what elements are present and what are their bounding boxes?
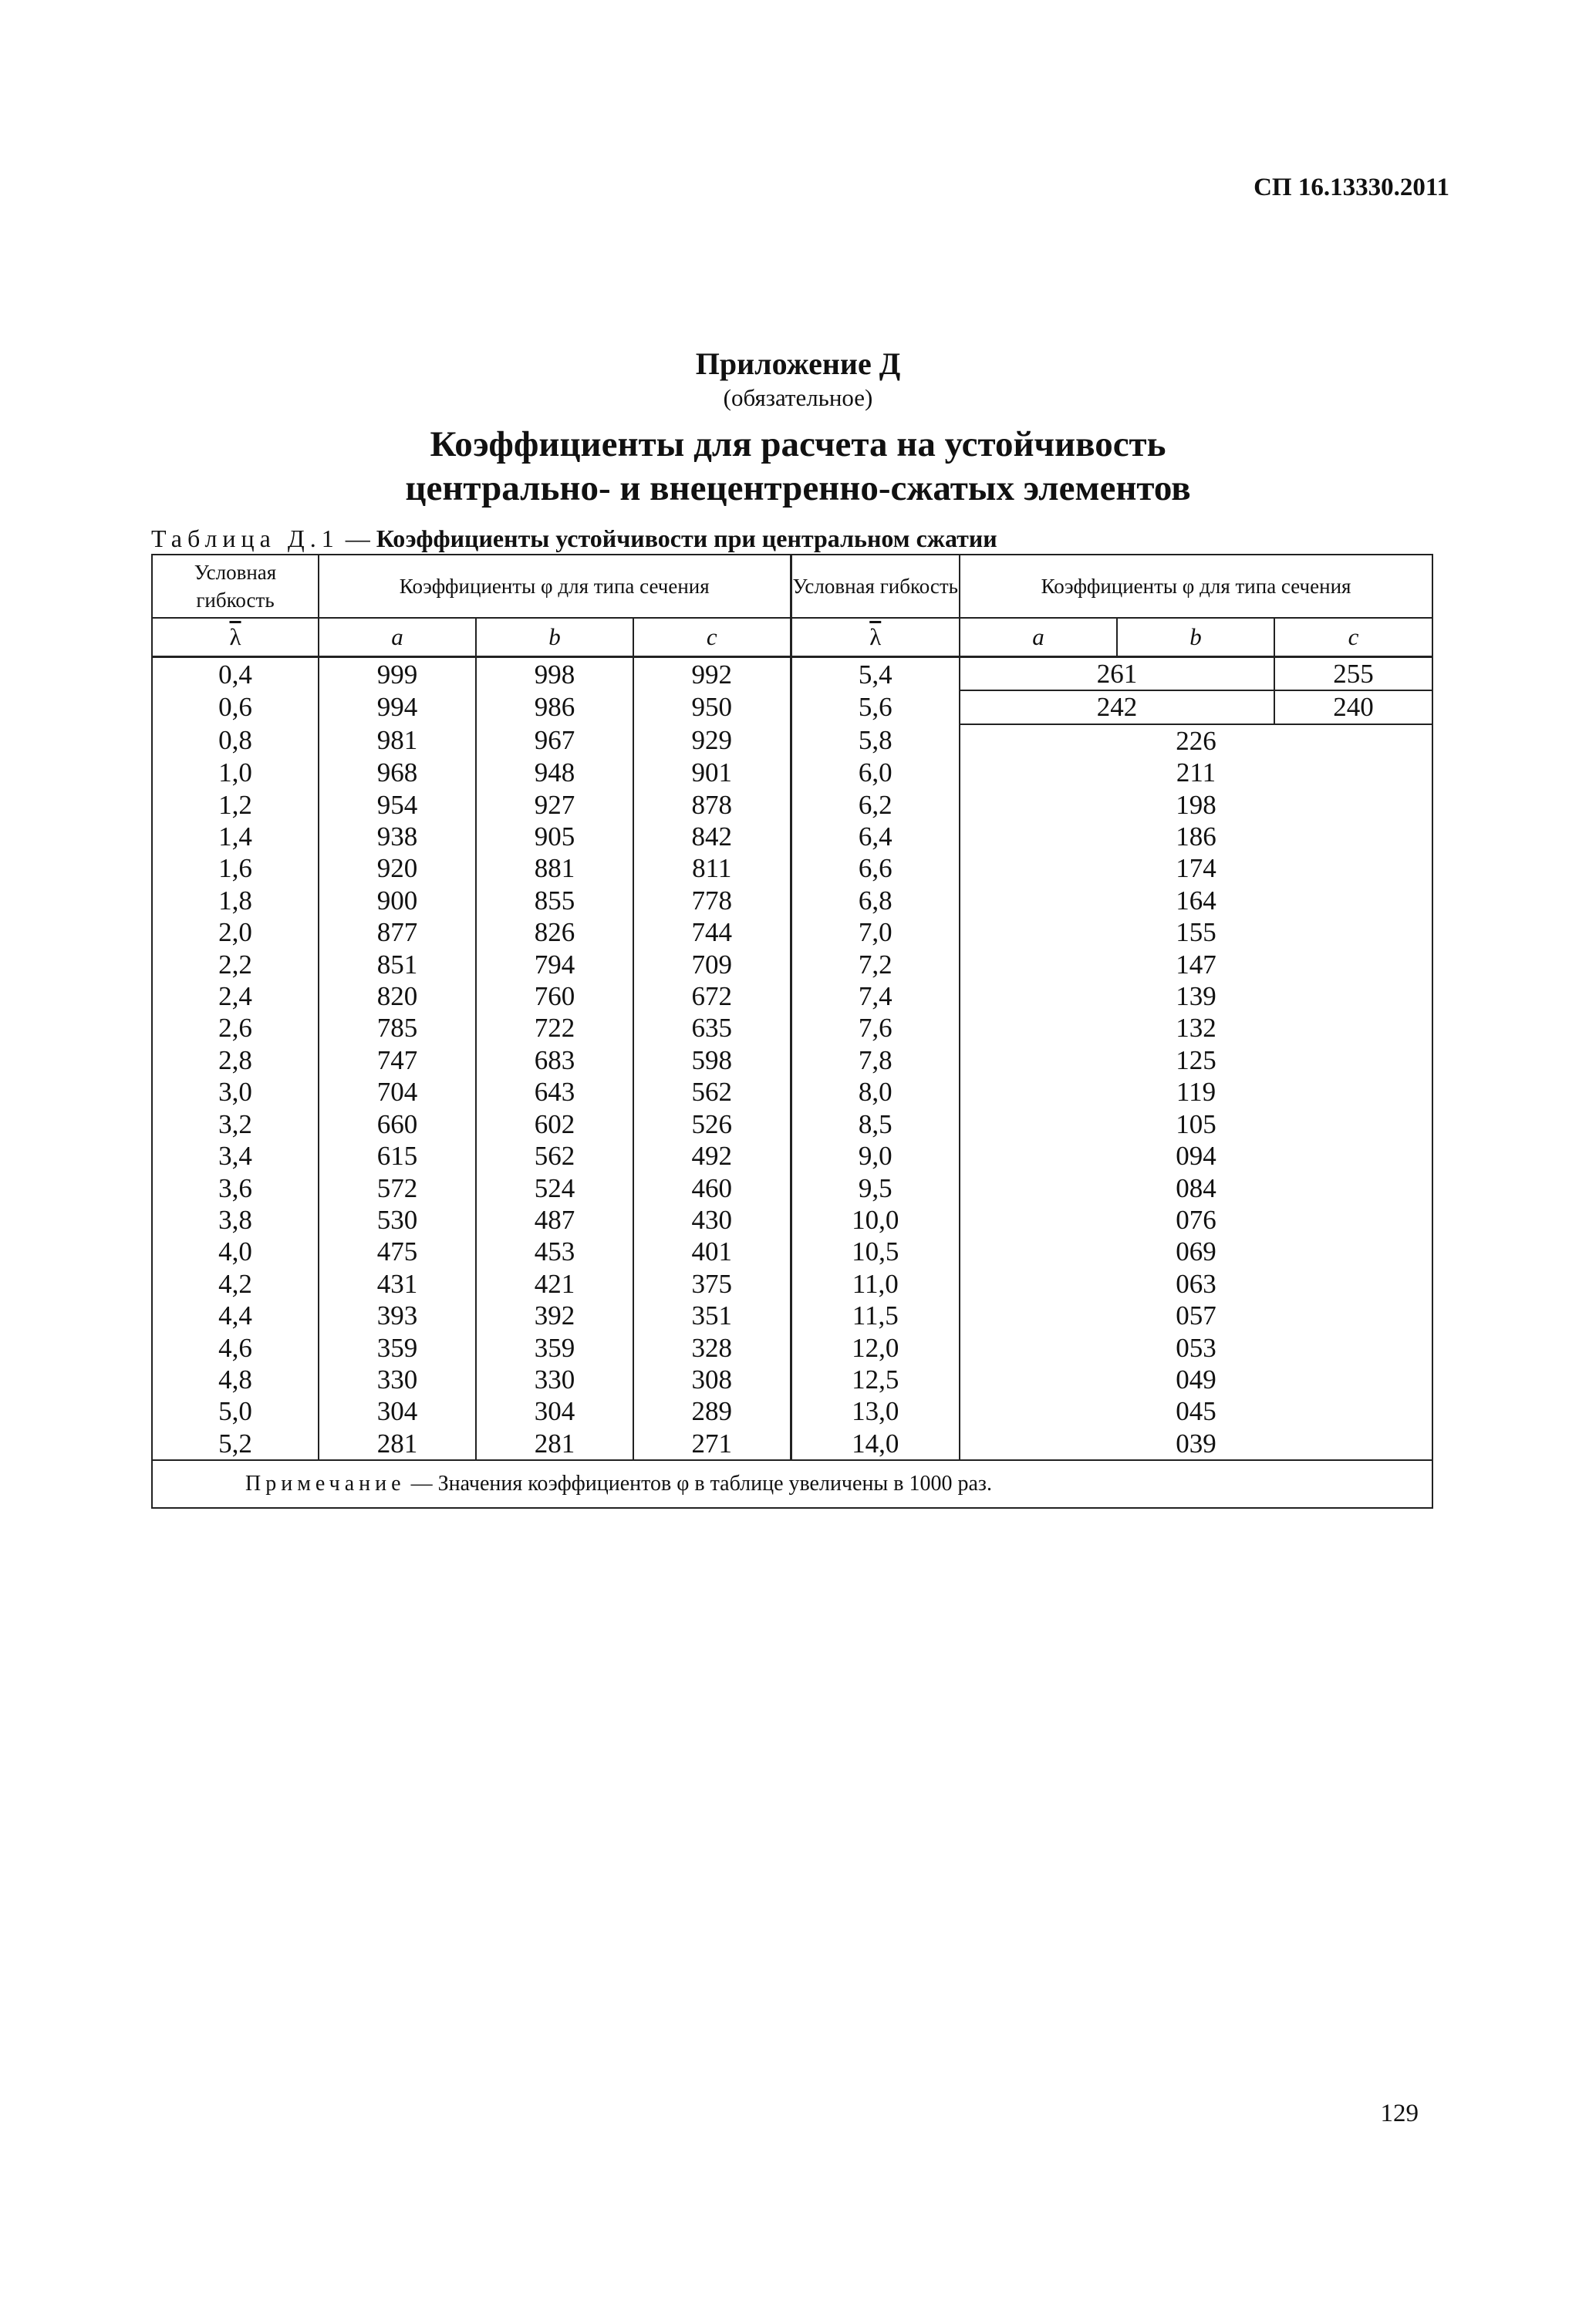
coef-a-cell: 994: [319, 690, 476, 724]
coef-b-cell: 304: [476, 1395, 633, 1427]
coef-b-cell: 986: [476, 690, 633, 724]
coef-c-cell: 460: [633, 1172, 791, 1204]
coef-c-cell: 430: [633, 1204, 791, 1236]
appendix-heading: [0, 423, 1596, 511]
coef-c-cell: 351: [633, 1300, 791, 1331]
coef-c-cell: 240: [1274, 690, 1432, 724]
coef-b-cell: 602: [476, 1108, 633, 1140]
coef-a-cell: 954: [319, 789, 476, 821]
coef-a-cell: 281: [319, 1428, 476, 1460]
appendix-heading-line2: центрально- и внецентренно-сжатых элементов: [405, 468, 1191, 508]
coef-abc-cell: 105: [960, 1108, 1432, 1140]
coef-a-cell: 572: [319, 1172, 476, 1204]
table-row: [152, 852, 1432, 884]
lambda-cell: 2,8: [152, 1044, 319, 1076]
coef-a-cell: 747: [319, 1044, 476, 1076]
lambda-cell: 12,5: [791, 1364, 960, 1395]
lambda-cell: 14,0: [791, 1428, 960, 1460]
lambda-cell: 6,4: [791, 821, 960, 852]
coef-abc-cell: 198: [960, 789, 1432, 821]
table-note: [152, 1460, 1432, 1508]
lambda-cell: 11,5: [791, 1300, 960, 1331]
lambda-cell: 0,6: [152, 690, 319, 724]
lambda-cell: 13,0: [791, 1395, 960, 1427]
coef-c-cell: 811: [633, 852, 791, 884]
table-row: [152, 980, 1432, 1012]
coef-b-cell: 905: [476, 821, 633, 852]
table-row: [152, 757, 1432, 788]
lambda-cell: 4,4: [152, 1300, 319, 1331]
coef-c-cell: 562: [633, 1076, 791, 1108]
coef-abc-cell: 125: [960, 1044, 1432, 1076]
table-row: [152, 1268, 1432, 1300]
coef-c-cell: 375: [633, 1268, 791, 1300]
coef-a-cell: 330: [319, 1364, 476, 1395]
coef-b-cell: 330: [476, 1364, 633, 1395]
coef-c-cell: 271: [633, 1428, 791, 1460]
lambda-cell: 9,5: [791, 1172, 960, 1204]
coef-c-cell: 672: [633, 980, 791, 1012]
coef-abc-cell: 045: [960, 1395, 1432, 1427]
lambda-cell: 3,8: [152, 1204, 319, 1236]
coef-abc-cell: 069: [960, 1236, 1432, 1267]
coef-c-cell: 842: [633, 821, 791, 852]
lambda-cell: 7,8: [791, 1044, 960, 1076]
coef-abc-cell: 094: [960, 1140, 1432, 1172]
coef-abc-cell: 211: [960, 757, 1432, 788]
coef-abc-cell: 139: [960, 980, 1432, 1012]
coef-c-cell: 328: [633, 1332, 791, 1364]
table-caption-dash: —: [339, 525, 376, 552]
lambda-cell: 8,0: [791, 1076, 960, 1108]
coef-a-cell: 968: [319, 757, 476, 788]
coef-a-cell: 938: [319, 821, 476, 852]
coef-b-cell: 524: [476, 1172, 633, 1204]
coef-a-cell: 304: [319, 1395, 476, 1427]
lambda-cell: 0,8: [152, 724, 319, 757]
lambda-cell: 10,5: [791, 1236, 960, 1267]
lambda-cell: 4,8: [152, 1364, 319, 1395]
lambda-cell: 5,8: [791, 724, 960, 757]
appendix-heading-line1: Коэффициенты для расчета на устойчивость: [430, 424, 1166, 464]
coef-c-cell: 492: [633, 1140, 791, 1172]
coef-abc-cell: 155: [960, 916, 1432, 948]
coef-abc-cell: 186: [960, 821, 1432, 852]
coef-a-cell: 704: [319, 1076, 476, 1108]
coef-abc-cell: 132: [960, 1012, 1432, 1044]
lambda-cell: 3,2: [152, 1108, 319, 1140]
coef-b-cell: 453: [476, 1236, 633, 1267]
table-row: [152, 1204, 1432, 1236]
coef-c-cell: 598: [633, 1044, 791, 1076]
table-row: [152, 1012, 1432, 1044]
coef-b-cell: 967: [476, 724, 633, 757]
lambda-cell: 7,4: [791, 980, 960, 1012]
header-type-a-right: a: [960, 618, 1117, 657]
coef-a-cell: 920: [319, 852, 476, 884]
lambda-symbol: $\overline{\lambda}$: [229, 623, 241, 650]
table-note-label: Примечание: [245, 1472, 406, 1496]
coef-abc-cell: 049: [960, 1364, 1432, 1395]
coef-c-cell: 401: [633, 1236, 791, 1267]
coef-a-cell: 475: [319, 1236, 476, 1267]
table-note-text: — Значения коэффициентов φ в таблице увеличены в 1000 раз.: [405, 1472, 992, 1496]
lambda-cell: 7,0: [791, 916, 960, 948]
lambda-cell: 8,5: [791, 1108, 960, 1140]
lambda-cell: 6,0: [791, 757, 960, 788]
coef-a-cell: 981: [319, 724, 476, 757]
coef-abc-cell: 084: [960, 1172, 1432, 1204]
coef-abc-cell: 164: [960, 885, 1432, 916]
lambda-cell: 2,2: [152, 949, 319, 980]
header-slenderness-left: Условная гибкость: [152, 555, 319, 618]
header-lambda-left: [152, 618, 319, 657]
lambda-cell: 2,0: [152, 916, 319, 948]
lambda-cell: 5,4: [791, 657, 960, 691]
lambda-cell: 3,4: [152, 1140, 319, 1172]
stability-coefficients-table: [151, 554, 1433, 1509]
lambda-cell: 9,0: [791, 1140, 960, 1172]
table-row: [152, 1428, 1432, 1460]
lambda-cell: 5,6: [791, 690, 960, 724]
table-row: [152, 1332, 1432, 1364]
lambda-cell: 5,0: [152, 1395, 319, 1427]
coef-b-cell: 760: [476, 980, 633, 1012]
coef-a-cell: 393: [319, 1300, 476, 1331]
coef-c-cell: 744: [633, 916, 791, 948]
lambda-cell: 10,0: [791, 1204, 960, 1236]
coef-abc-cell: 053: [960, 1332, 1432, 1364]
coef-c-cell: 709: [633, 949, 791, 980]
lambda-cell: 7,6: [791, 1012, 960, 1044]
lambda-cell: 6,8: [791, 885, 960, 916]
lambda-cell: 4,0: [152, 1236, 319, 1267]
coef-a-cell: 359: [319, 1332, 476, 1364]
coef-a-cell: 877: [319, 916, 476, 948]
coef-c-cell: 308: [633, 1364, 791, 1395]
coef-a-cell: 851: [319, 949, 476, 980]
lambda-cell: 4,2: [152, 1268, 319, 1300]
lambda-cell: 2,6: [152, 1012, 319, 1044]
coef-b-cell: 826: [476, 916, 633, 948]
coef-b-cell: 927: [476, 789, 633, 821]
lambda-cell: 7,2: [791, 949, 960, 980]
coef-b-cell: 643: [476, 1076, 633, 1108]
coef-a-cell: 530: [319, 1204, 476, 1236]
table-row: [152, 916, 1432, 948]
table-row: [152, 1076, 1432, 1108]
table-caption-title: Коэффициенты устойчивости при центральном сжатии: [376, 525, 997, 552]
coef-b-cell: 881: [476, 852, 633, 884]
coef-a-cell: 431: [319, 1268, 476, 1300]
coef-c-cell: 992: [633, 657, 791, 691]
lambda-cell: 6,6: [791, 852, 960, 884]
header-type-a-left: a: [319, 618, 476, 657]
coef-a-cell: 820: [319, 980, 476, 1012]
coef-c-cell: 950: [633, 690, 791, 724]
lambda-cell: 1,0: [152, 757, 319, 788]
table-row: [152, 885, 1432, 916]
lambda-symbol: $\overline{\lambda}$: [869, 623, 882, 650]
coef-c-cell: 878: [633, 789, 791, 821]
coef-b-cell: 281: [476, 1428, 633, 1460]
coef-c-cell: 929: [633, 724, 791, 757]
header-type-b-right: b: [1117, 618, 1274, 657]
table-row: [152, 657, 1432, 691]
lambda-cell: 4,6: [152, 1332, 319, 1364]
header-coefficients-left: Коэффициенты φ для типа сечения: [319, 555, 791, 618]
coef-c-cell: 635: [633, 1012, 791, 1044]
lambda-cell: 2,4: [152, 980, 319, 1012]
coef-b-cell: 722: [476, 1012, 633, 1044]
table-row: [152, 1044, 1432, 1076]
header-coefficients-right: Коэффициенты φ для типа сечения: [960, 555, 1432, 618]
coef-b-cell: 855: [476, 885, 633, 916]
coef-b-cell: 421: [476, 1268, 633, 1300]
header-type-c-left: c: [633, 618, 791, 657]
coef-c-cell: 289: [633, 1395, 791, 1427]
table-caption-prefix: Таблица Д.1: [151, 525, 339, 552]
table-row: [152, 789, 1432, 821]
table-row: [152, 1172, 1432, 1204]
header-type-c-right: c: [1274, 618, 1432, 657]
lambda-cell: 3,6: [152, 1172, 319, 1204]
coef-a-cell: 900: [319, 885, 476, 916]
table-caption: [151, 525, 997, 553]
lambda-cell: 0,4: [152, 657, 319, 691]
table-row: [152, 1395, 1432, 1427]
coef-c-cell: 778: [633, 885, 791, 916]
coef-c-cell: 901: [633, 757, 791, 788]
table-row: [152, 1300, 1432, 1331]
lambda-cell: 3,0: [152, 1076, 319, 1108]
table-row: [152, 1108, 1432, 1140]
table-row: [152, 949, 1432, 980]
document-code: СП 16.13330.2011: [1254, 174, 1449, 201]
coef-b-cell: 794: [476, 949, 633, 980]
header-slenderness-right: Условная гибкость: [791, 555, 960, 618]
coef-a-cell: 999: [319, 657, 476, 691]
header-lambda-right: [791, 618, 960, 657]
coef-abc-cell: 076: [960, 1204, 1432, 1236]
coef-abc-cell: 039: [960, 1428, 1432, 1460]
coef-c-cell: 255: [1274, 657, 1432, 691]
coef-abc-cell: 174: [960, 852, 1432, 884]
coef-b-cell: 359: [476, 1332, 633, 1364]
coef-abc-cell: 119: [960, 1076, 1432, 1108]
coef-b-cell: 392: [476, 1300, 633, 1331]
table-row: [152, 821, 1432, 852]
coef-a-cell: 615: [319, 1140, 476, 1172]
lambda-cell: 1,8: [152, 885, 319, 916]
lambda-cell: 6,2: [791, 789, 960, 821]
coef-ab-cell: 242: [960, 690, 1274, 724]
lambda-cell: 1,6: [152, 852, 319, 884]
coef-b-cell: 683: [476, 1044, 633, 1076]
coef-ab-cell: 261: [960, 657, 1274, 691]
coef-b-cell: 562: [476, 1140, 633, 1172]
table-row: [152, 1236, 1432, 1267]
page-number: 129: [1380, 2100, 1419, 2127]
lambda-cell: 1,4: [152, 821, 319, 852]
coef-c-cell: 526: [633, 1108, 791, 1140]
coef-a-cell: 785: [319, 1012, 476, 1044]
coef-abc-cell: 226: [960, 724, 1432, 757]
coef-b-cell: 948: [476, 757, 633, 788]
lambda-cell: 11,0: [791, 1268, 960, 1300]
table-row: [152, 724, 1432, 757]
table-row: [152, 1364, 1432, 1395]
appendix-status: (обязательное): [723, 384, 873, 411]
coef-abc-cell: 063: [960, 1268, 1432, 1300]
coef-abc-cell: 057: [960, 1300, 1432, 1331]
coef-b-cell: 487: [476, 1204, 633, 1236]
table-row: [152, 1140, 1432, 1172]
table-row: [152, 690, 1432, 724]
coef-b-cell: 998: [476, 657, 633, 691]
appendix-title: Приложение Д: [695, 346, 901, 381]
lambda-cell: 12,0: [791, 1332, 960, 1364]
coef-a-cell: 660: [319, 1108, 476, 1140]
coef-abc-cell: 147: [960, 949, 1432, 980]
lambda-cell: 5,2: [152, 1428, 319, 1460]
lambda-cell: 1,2: [152, 789, 319, 821]
header-type-b-left: b: [476, 618, 633, 657]
